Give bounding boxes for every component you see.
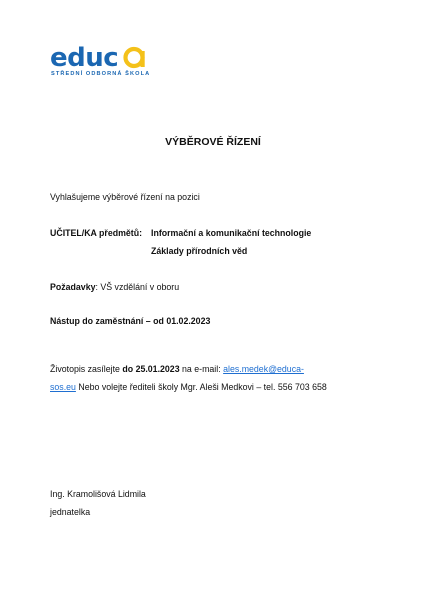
requirements-label: Požadavky (50, 282, 96, 292)
contact-line-1 (50, 364, 304, 374)
school-subtitle: STŘEDNÍ ODBORNÁ ŠKOLA (51, 71, 151, 77)
signature-role: jednatelka (50, 507, 91, 517)
contact-text-3: Nebo volejte řediteli školy Mgr. Aleši Medkovi – tel. 556 703 658 (75, 382, 327, 392)
start-date: Nástup do zaměstnání – od 01.02.2023 (50, 316, 211, 326)
signature-name: Ing. Kramolišová Lidmila (50, 489, 146, 499)
requirements-text: : VŠ vzdělání v oboru (95, 282, 180, 292)
email-link-part2[interactable]: sos.eu (50, 382, 76, 392)
svg-text:educ: educ (50, 44, 119, 72)
page-title: VÝBĚROVÉ ŘÍZENÍ (165, 136, 261, 148)
contact-text-1: Životopis zasílejte (50, 364, 123, 374)
contact-deadline: do 25.01.2023 (122, 364, 180, 374)
subject-2: Základy přírodních věd (151, 246, 248, 256)
position-label: UČITEL/KA předmětů: (50, 228, 143, 238)
intro-text: Vyhlašujeme výběrové řízení na pozici (50, 192, 200, 202)
contact-line-2 (50, 382, 327, 392)
requirements (50, 282, 179, 292)
educa-logo (50, 44, 160, 84)
subject-1: Informační a komunikační technologie (151, 228, 312, 238)
email-link-part1[interactable]: ales.medek@educa- (223, 364, 304, 374)
contact-text-2: na e-mail: (179, 364, 224, 374)
